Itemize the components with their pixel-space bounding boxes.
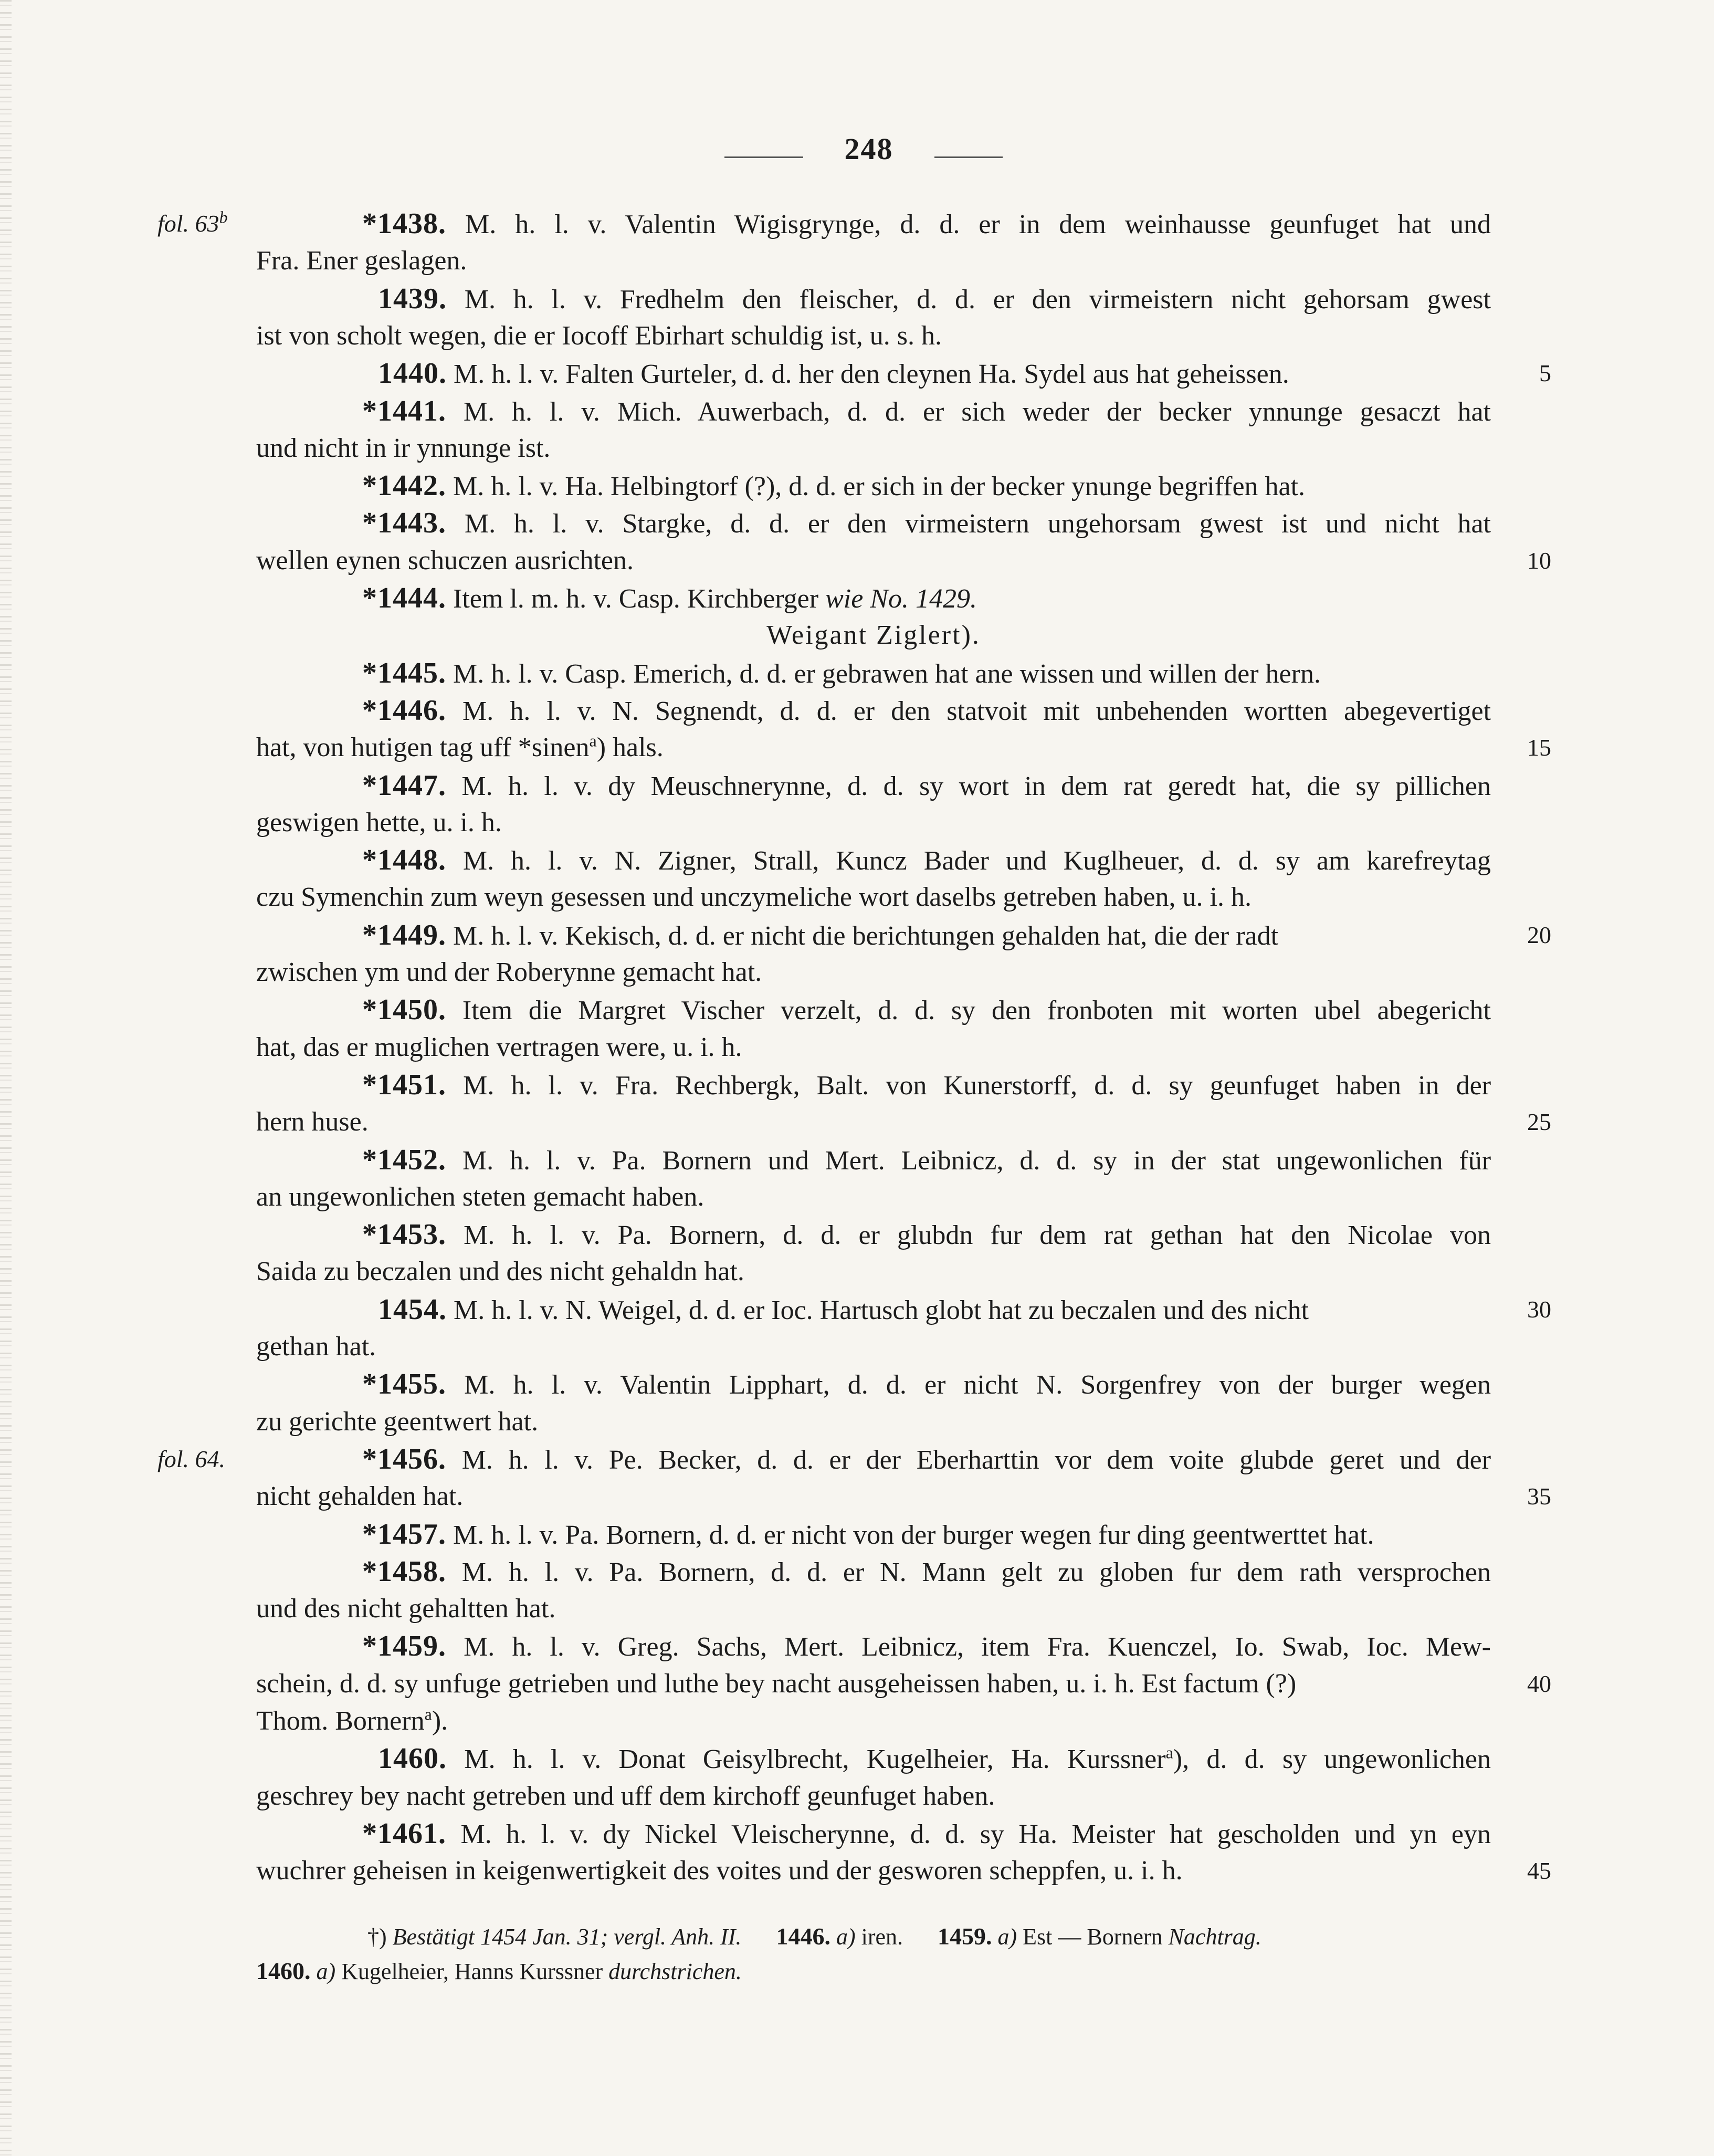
entry-number: *1444. [362, 582, 446, 614]
entry-text: an ungewonlichen steten gemacht haben. [256, 1182, 704, 1212]
line-number: 15 [1527, 734, 1551, 761]
entry-text: M. h. l. v. Pa. Bornern und Mert. Leibnicz, d. d. sy in der stat ungewonlichen für [462, 1146, 1491, 1176]
text-line [0, 729, 1714, 767]
entry-text: M. h. l. v. Falten Gurteler, d. d. her den cleynen Ha. Sydel aus hat geheissen. [454, 359, 1289, 389]
entry-number: 1439. [378, 282, 447, 315]
text-line [0, 392, 1714, 430]
line-number: 10 [1527, 547, 1551, 574]
text-line [0, 280, 1714, 318]
entry-number: *1438. [362, 207, 446, 240]
footnote-line [0, 1919, 1714, 1954]
text-line [0, 1365, 1714, 1403]
text-line [0, 1740, 1714, 1777]
entry-text: M. h. l. v. Pa. Bornern, d. d. er nicht von der burger wegen fur ding geentwerttet hat. [453, 1520, 1374, 1550]
footnote-ref: 1446. [776, 1923, 830, 1950]
text-line [0, 1478, 1714, 1515]
text-line [0, 354, 1714, 392]
entry-text: Thom. Bornern [256, 1706, 425, 1736]
entry-number: *1456. [362, 1443, 446, 1475]
entry-text: czu Symenchin zum weyn gesessen und unczymeliche wort daselbs getreben haben, u. i. h. [256, 882, 1252, 912]
footnote-ref: 1460. [256, 1958, 311, 1984]
line-number: 20 [1527, 922, 1551, 948]
text-line [0, 1777, 1714, 1815]
text-line [0, 467, 1714, 505]
text-line [0, 1403, 1714, 1441]
text-line [0, 991, 1714, 1029]
header-rule-right [934, 156, 1003, 158]
entry-number: *1448. [362, 844, 446, 876]
entry-text: M. h. l. v. Ha. Helbingtorf (?), d. d. er sich in der becker ynunge begriffen hat. [453, 472, 1306, 501]
text-line [0, 430, 1714, 467]
footnote-ref: 1459. [938, 1923, 992, 1950]
page-header [724, 131, 1018, 173]
text-line [0, 954, 1714, 991]
entry-text: M. h. l. v. Pe. Becker, d. d. er der Eberharttin vor dem voite glubde geret und der [461, 1445, 1491, 1475]
entry-text-tail: ) hals. [596, 732, 664, 762]
footnote-marker: a [589, 731, 597, 750]
footnote-label: a) [997, 1924, 1017, 1950]
entry-text: und nicht in ir ynnunge ist. [256, 433, 551, 463]
entry-number: *1443. [362, 507, 446, 539]
entry-number: *1445. [362, 657, 446, 689]
line-number: 30 [1527, 1296, 1551, 1323]
footnote-text: Kugelheier, Hanns Kurssner [341, 1959, 603, 1984]
entry-text: nicht gehalden hat. [256, 1481, 464, 1511]
text-line [0, 1852, 1714, 1890]
entry-number: *1458. [362, 1555, 446, 1588]
text-line [0, 542, 1714, 580]
text-line [0, 692, 1714, 729]
entry-text: wuchrer geheisen in keigenwertigkeit des voites und der gesworen scheppfen, u. i. h. [256, 1856, 1183, 1886]
text-line [0, 1216, 1714, 1253]
entry-number: 1440. [378, 357, 447, 390]
text-line [0, 579, 1714, 617]
entry-text-tail: ), d. d. sy ungewonlichen [1173, 1744, 1491, 1774]
entry-text: geschrey bey nacht getreben und uff dem kirchoff geunfuget haben. [256, 1781, 995, 1811]
footnote-label: a) [316, 1959, 336, 1984]
entry-text-tail: ). [432, 1706, 448, 1736]
entry-text: gethan hat. [256, 1332, 376, 1362]
text-line [0, 1553, 1714, 1590]
text-line [0, 616, 1714, 654]
entry-number: *1461. [362, 1817, 446, 1850]
entry-text: M. h. l. v. N. Zigner, Strall, Kuncz Bader und Kuglheuer, d. d. sy am karefreytag [462, 846, 1491, 876]
text-line [0, 916, 1714, 954]
entry-text: hat, das er muglichen vertragen were, u. i. h. [256, 1032, 742, 1062]
footnote-marker: a [424, 1704, 432, 1724]
entry-text: Saida zu beczalen und des nicht gehaldn hat. [256, 1257, 744, 1286]
entry-number: 1454. [378, 1293, 447, 1326]
entry-text: M. h. l. v. Fra. Rechbergk, Balt. von Kunerstorff, d. d. sy geunfuget haben in der [463, 1071, 1491, 1101]
entry-text: M. h. l. v. Greg. Sachs, Mert. Leibnicz, item Fra. Kuenczel, Io. Swab, Ioc. Mew- [464, 1632, 1491, 1662]
text-line [0, 242, 1714, 280]
footnote-label: a) [836, 1924, 856, 1950]
footnote-marker: a [1165, 1743, 1173, 1762]
text-line [0, 1665, 1714, 1703]
text-line [0, 1066, 1714, 1104]
entry-text: und des nicht gehaltten hat. [256, 1594, 556, 1624]
entry-text: zwischen ym und der Roberynne gemacht hat. [256, 957, 762, 987]
text-line [0, 1253, 1714, 1291]
entry-text: M. h. l. v. Fredhelm den fleischer, d. d. er den virmeistern nicht gehorsam gwest [464, 285, 1491, 315]
text-line [0, 654, 1714, 692]
text-line [0, 878, 1714, 916]
entry-text: hern huse. [256, 1107, 369, 1137]
entry-text: M. h. l. v. N. Segnendt, d. d. er den statvoit mit unbehenden wortten abegevertiget [462, 696, 1491, 726]
entry-text: M. h. l. v. Valentin Lipphart, d. d. er nicht N. Sorgenfrey von der burger wegen [464, 1370, 1491, 1400]
entry-number: *1457. [362, 1518, 446, 1551]
entry-number: 1460. [378, 1742, 447, 1775]
entry-text: M. h. l. v. Mich. Auwerbach, d. d. er sich weder der becker ynnunge gesaczt hat [463, 397, 1491, 427]
header-rule-left [724, 156, 803, 158]
entry-text: M. h. l. v. Kekisch, d. d. er nicht die berichtungen gehalden hat, die der radt [453, 921, 1279, 951]
entry-text: wellen eynen schuczen ausrichten. [256, 546, 634, 575]
entry-number: *1452. [362, 1144, 446, 1176]
entry-number: *1449. [362, 919, 446, 951]
entry-text: Item l. m. h. v. Casp. Kirchberger [453, 584, 819, 614]
text-line [0, 1515, 1714, 1553]
line-number: 40 [1527, 1670, 1551, 1697]
line-number: 5 [1539, 360, 1551, 386]
entry-text: schein, d. d. sy unfuge getrieben und luthe bey nacht ausgeheissen haben, u. i. h. Est factum (?) [256, 1669, 1297, 1699]
entry-text: M. h. l. v. Stargke, d. d. er den virmeistern ungehorsam gwest ist und nicht hat [464, 509, 1491, 539]
entry-number: *1451. [362, 1069, 446, 1101]
footnote-text: iren. [861, 1924, 903, 1950]
entry-text: Weigant Ziglert). [766, 620, 981, 650]
entry-text: M. h. l. v. Donat Geisylbrecht, Kugelheier, Ha. Kurssner [464, 1744, 1166, 1774]
text-line [0, 1328, 1714, 1366]
footnote-italic: Nachtrag. [1168, 1924, 1261, 1950]
entry-number: *1447. [362, 769, 446, 802]
entry-number: *1455. [362, 1368, 446, 1400]
text-line [0, 1590, 1714, 1628]
footnote-line [0, 1954, 1714, 1988]
page-number: 248 [844, 132, 893, 166]
footnote-italic: durchstrichen. [608, 1959, 742, 1984]
entry-text: M. h. l. v. N. Weigel, d. d. er Ioc. Hartusch globt hat zu beczalen und des nicht [454, 1295, 1309, 1325]
text-line [0, 841, 1714, 879]
text-line [0, 1141, 1714, 1179]
text-line [0, 1440, 1714, 1478]
entry-text: M. h. l. v. Valentin Wigisgrynge, d. d. er in dem weinhausse geunfuget hat und [465, 210, 1491, 239]
entry-text: M. h. l. v. Casp. Emerich, d. d. er gebrawen hat ane wissen und willen der hern. [453, 659, 1321, 689]
text-line [0, 205, 1714, 243]
entry-number: *1450. [362, 993, 446, 1026]
entry-number: *1459. [362, 1630, 446, 1662]
line-number: 45 [1527, 1857, 1551, 1884]
entry-text: ist von scholt wegen, die er Iocoff Ebirhart schuldig ist, u. s. h. [256, 321, 942, 351]
entry-number: *1442. [362, 469, 446, 502]
text-line [0, 1815, 1714, 1853]
folio-marker: fol. 63$^b$ [157, 207, 228, 237]
footnote-dagger: †) [367, 1924, 387, 1950]
text-line [0, 1029, 1714, 1066]
entry-text: M. h. l. v. dy Meuschnerynne, d. d. sy wort in dem rat geredt hat, die sy pillichen [461, 771, 1491, 801]
entry-text: geswigen hette, u. i. h. [256, 808, 502, 838]
text-line [0, 317, 1714, 355]
entry-text: Item die Margret Vischer verzelt, d. d. sy den fronboten mit worten ubel abegericht [462, 996, 1491, 1025]
entry-number: *1453. [362, 1218, 446, 1251]
entry-text: M. h. l. v. Pa. Bornern, d. d. er glubdn fur dem rat gethan hat den Nicolae von [464, 1220, 1491, 1250]
entry-text: zu gerichte geentwert hat. [256, 1407, 539, 1437]
text-line [0, 1627, 1714, 1665]
text-line [0, 804, 1714, 842]
text-line [0, 1291, 1714, 1328]
text-line [0, 1178, 1714, 1216]
line-number: 25 [1527, 1108, 1551, 1135]
entry-text: M. h. l. v. Pa. Bornern, d. d. er N. Mann gelt zu globen fur dem rath versprochen [461, 1557, 1491, 1587]
line-number: 35 [1527, 1483, 1551, 1510]
entry-number: *1446. [362, 694, 446, 727]
entry-reference: wie No. 1429. [825, 584, 977, 614]
text-line [0, 504, 1714, 542]
footnote-text: Est — Bornern [1023, 1924, 1163, 1950]
entry-number: *1441. [362, 395, 446, 427]
entry-text: M. h. l. v. dy Nickel Vleischerynne, d. d. sy Ha. Meister hat gescholden und yn eyn [460, 1819, 1491, 1849]
text-line [0, 1103, 1714, 1141]
folio-superscript: b [219, 207, 228, 227]
entry-text: hat, von hutigen tag uff *sinen [256, 732, 590, 762]
text-line [0, 767, 1714, 804]
folio-marker: fol. 64. [157, 1446, 226, 1472]
footnote-dagger-text: Bestätigt 1454 Jan. 31; vergl. Anh. II. [392, 1924, 742, 1950]
text-line [0, 1702, 1714, 1740]
entry-text: Fra. Ener geslagen. [256, 246, 467, 276]
